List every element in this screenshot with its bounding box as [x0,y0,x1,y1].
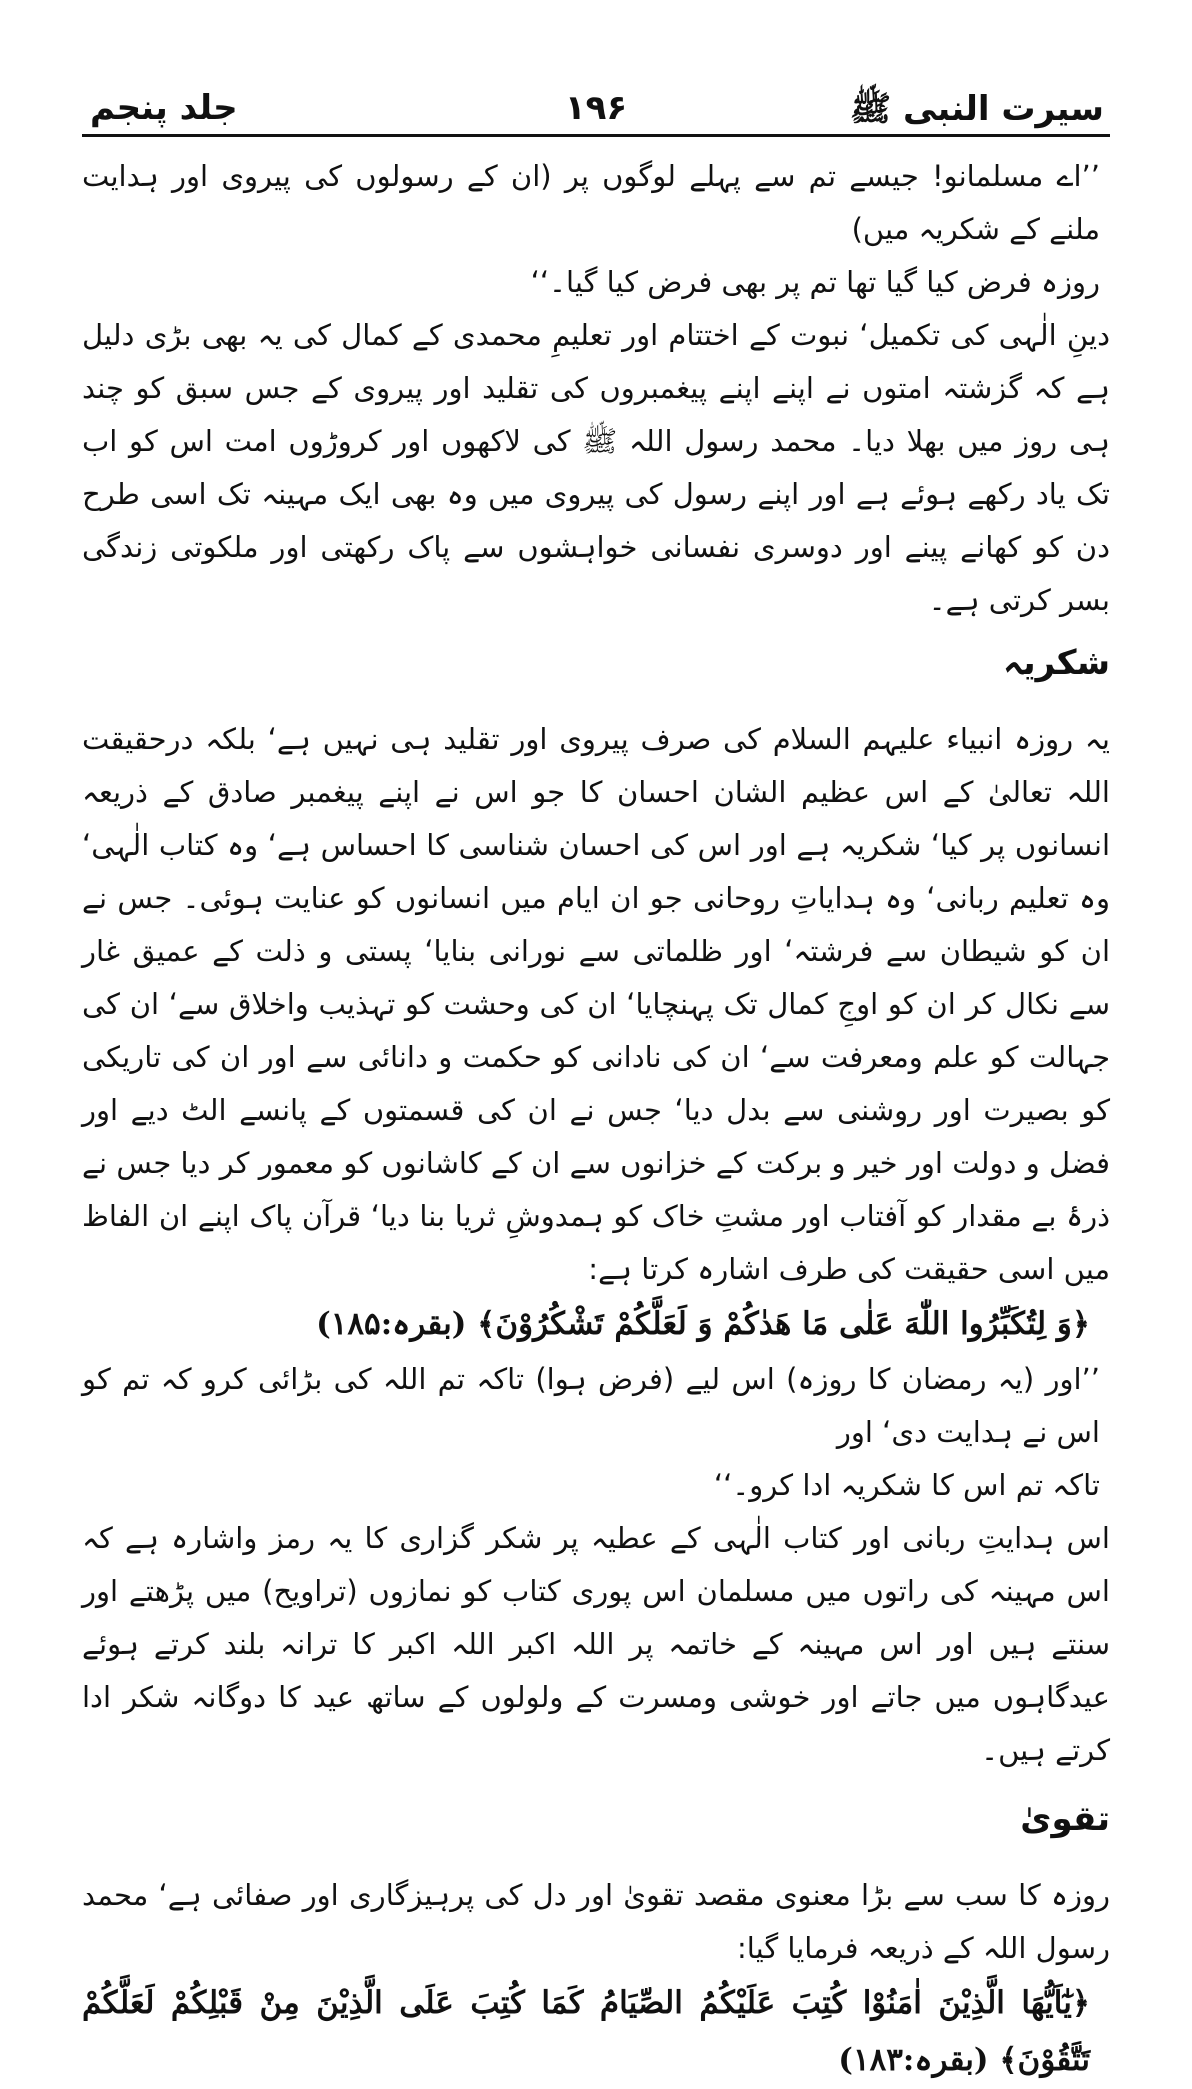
book-title: سیرت النبی ﷺ [850,89,1104,129]
paragraph-completion: دینِ الٰہی کی تکمیل‘ نبوت کے اختتام اور تعلیمِ محمدی کے کمال کی یہ بھی بڑی دلیل ہے کہ گزشتہ امتوں نے اپنے اپنے پیغمبروں کی تقلید اور پیروی کے جس سبق کو چند ہی روز میں بھلا دیا۔ محمد رسول اللہ ﷺ کی لاکھوں اور کروڑوں امت اس کو اب تک یاد رکھے ہوئے ہے اور اپنے رسول کی پیروی میں وہ بھی ایک مہینہ تک اسی طرح دن کو کھانے پینے اور دوسری نفسانی خواہشوں سے پاک رکھتی اور ملکوتی زندگی بسر کرتی ہے۔ [82,318,1110,617]
heading-taqwa: تقویٰ [1020,1799,1110,1839]
volume-label: جلد پنجم [90,88,238,128]
ayah-185: ﴿وَ لِتُكَبِّرُوا اللّٰهَ عَلٰى مَا هَدٰكُمْ وَ لَعَلَّكُمْ تَشْكُرُوْنَ﴾ (بقرہ:۱۸۵) [316,1306,1090,1342]
page-number: ۱۹۶ [564,88,628,128]
page-body [82,150,1110,2089]
quote-line-1: ’’اے مسلمانو! جیسے تم سے پہلے لوگوں پر (ان کے رسولوں کی پیروی اور ہدایت ملنے کے شکریہ میں) [82,159,1100,246]
page-header [82,88,1110,137]
paragraph-taqwa: روزہ کا سب سے بڑا معنوی مقصد تقویٰ اور دل کی پرہیزگاری اور صفائی ہے‘ محمد رسول اللہ کے ذریعہ فرمایا گیا: [82,1878,1110,1965]
translation-line-2: تاکہ تم اس کا شکریہ ادا کرو۔‘‘ [713,1468,1100,1502]
heading-shukriya: شکریہ [1002,643,1110,683]
paragraph-shukriya: یہ روزہ انبیاء علیہم السلام کی صرف پیروی اور تقلید ہی نہیں ہے‘ بلکہ درحقیقت اللہ تعالیٰ کے اس عظیم الشان احسان کا جو اس نے اپنے پیغمبر صادق کے ذریعہ انسانوں پر کیا‘ شکریہ ہے اور اس کی احسان شناسی کا احساس ہے‘ وہ کتاب الٰہی‘ وہ تعلیم ربانی‘ وہ ہدایاتِ روحانی جو ان ایام میں انسانوں کو عنایت ہوئی۔ جس نے ان کو شیطان سے فرشتہ‘ اور ظلماتی سے نورانی بنایا‘ پستی و ذلت کے عمیق غار سے نکال کر ان کو اوجِ کمال تک پہنچایا‘ ان کی وحشت کو تہذیب واخلاق سے‘ ان کی جہالت کو علم ومعرفت سے‘ ان کی نادانی کو حکمت و دانائی سے اور ان کی تاریکی کو بصیرت اور روشنی سے بدل دیا‘ جس نے ان کی قسمتوں کے پانسے الٹ دیے اور فضل و دولت اور خیر و برکت کے خزانوں سے ان کے کاشانوں کو معمور کر دیا جس نے ذرۂ بے مقدار کو آفتاب اور مشتِ خاک کو ہمدوشِ ثریا بنا دیا‘ قرآن پاک اپنے ان الفاظ میں اسی حقیقت کی طرف اشارہ کرتا ہے: [82,722,1110,1286]
ayah-183: ﴿يٰٓاَيُّهَا الَّذِيْنَ اٰمَنُوْا كُتِبَ عَلَيْكُمُ الصِّيَامُ كَمَا كُتِبَ عَلَى الَّذِيْنَ مِنْ قَبْلِكُمْ لَعَلَّكُمْ تَتَّقُوْنَ﴾ (بقرہ:۱۸۳) [82,1985,1090,2078]
paragraph-taraweeh: اس ہدایتِ ربانی اور کتاب الٰہی کے عطیہ پر شکر گزاری کا یہ رمز واشارہ ہے کہ اس مہینہ کی راتوں میں مسلمان اس پوری کتاب کو نمازوں (تراویح) میں پڑھتے اور سنتے ہیں اور اس مہینہ کے خاتمہ پر اللہ اکبر اللہ اکبر کا ترانہ بلند کرتے ہوئے عیدگاہوں میں جاتے اور خوشی ومسرت کے ولولوں کے ساتھ عید کا دوگانہ شکر ادا کرتے ہیں۔ [82,1521,1110,1767]
quote-line-2: روزہ فرض کیا گیا تھا تم پر بھی فرض کیا گیا۔‘‘ [530,265,1100,299]
translation-line-1: ’’اور (یہ رمضان کا روزہ) اس لیے (فرض ہوا) تاکہ تم اللہ کی بڑائی کرو کہ تم کو اس نے ہدایت دی‘ اور [82,1362,1100,1449]
